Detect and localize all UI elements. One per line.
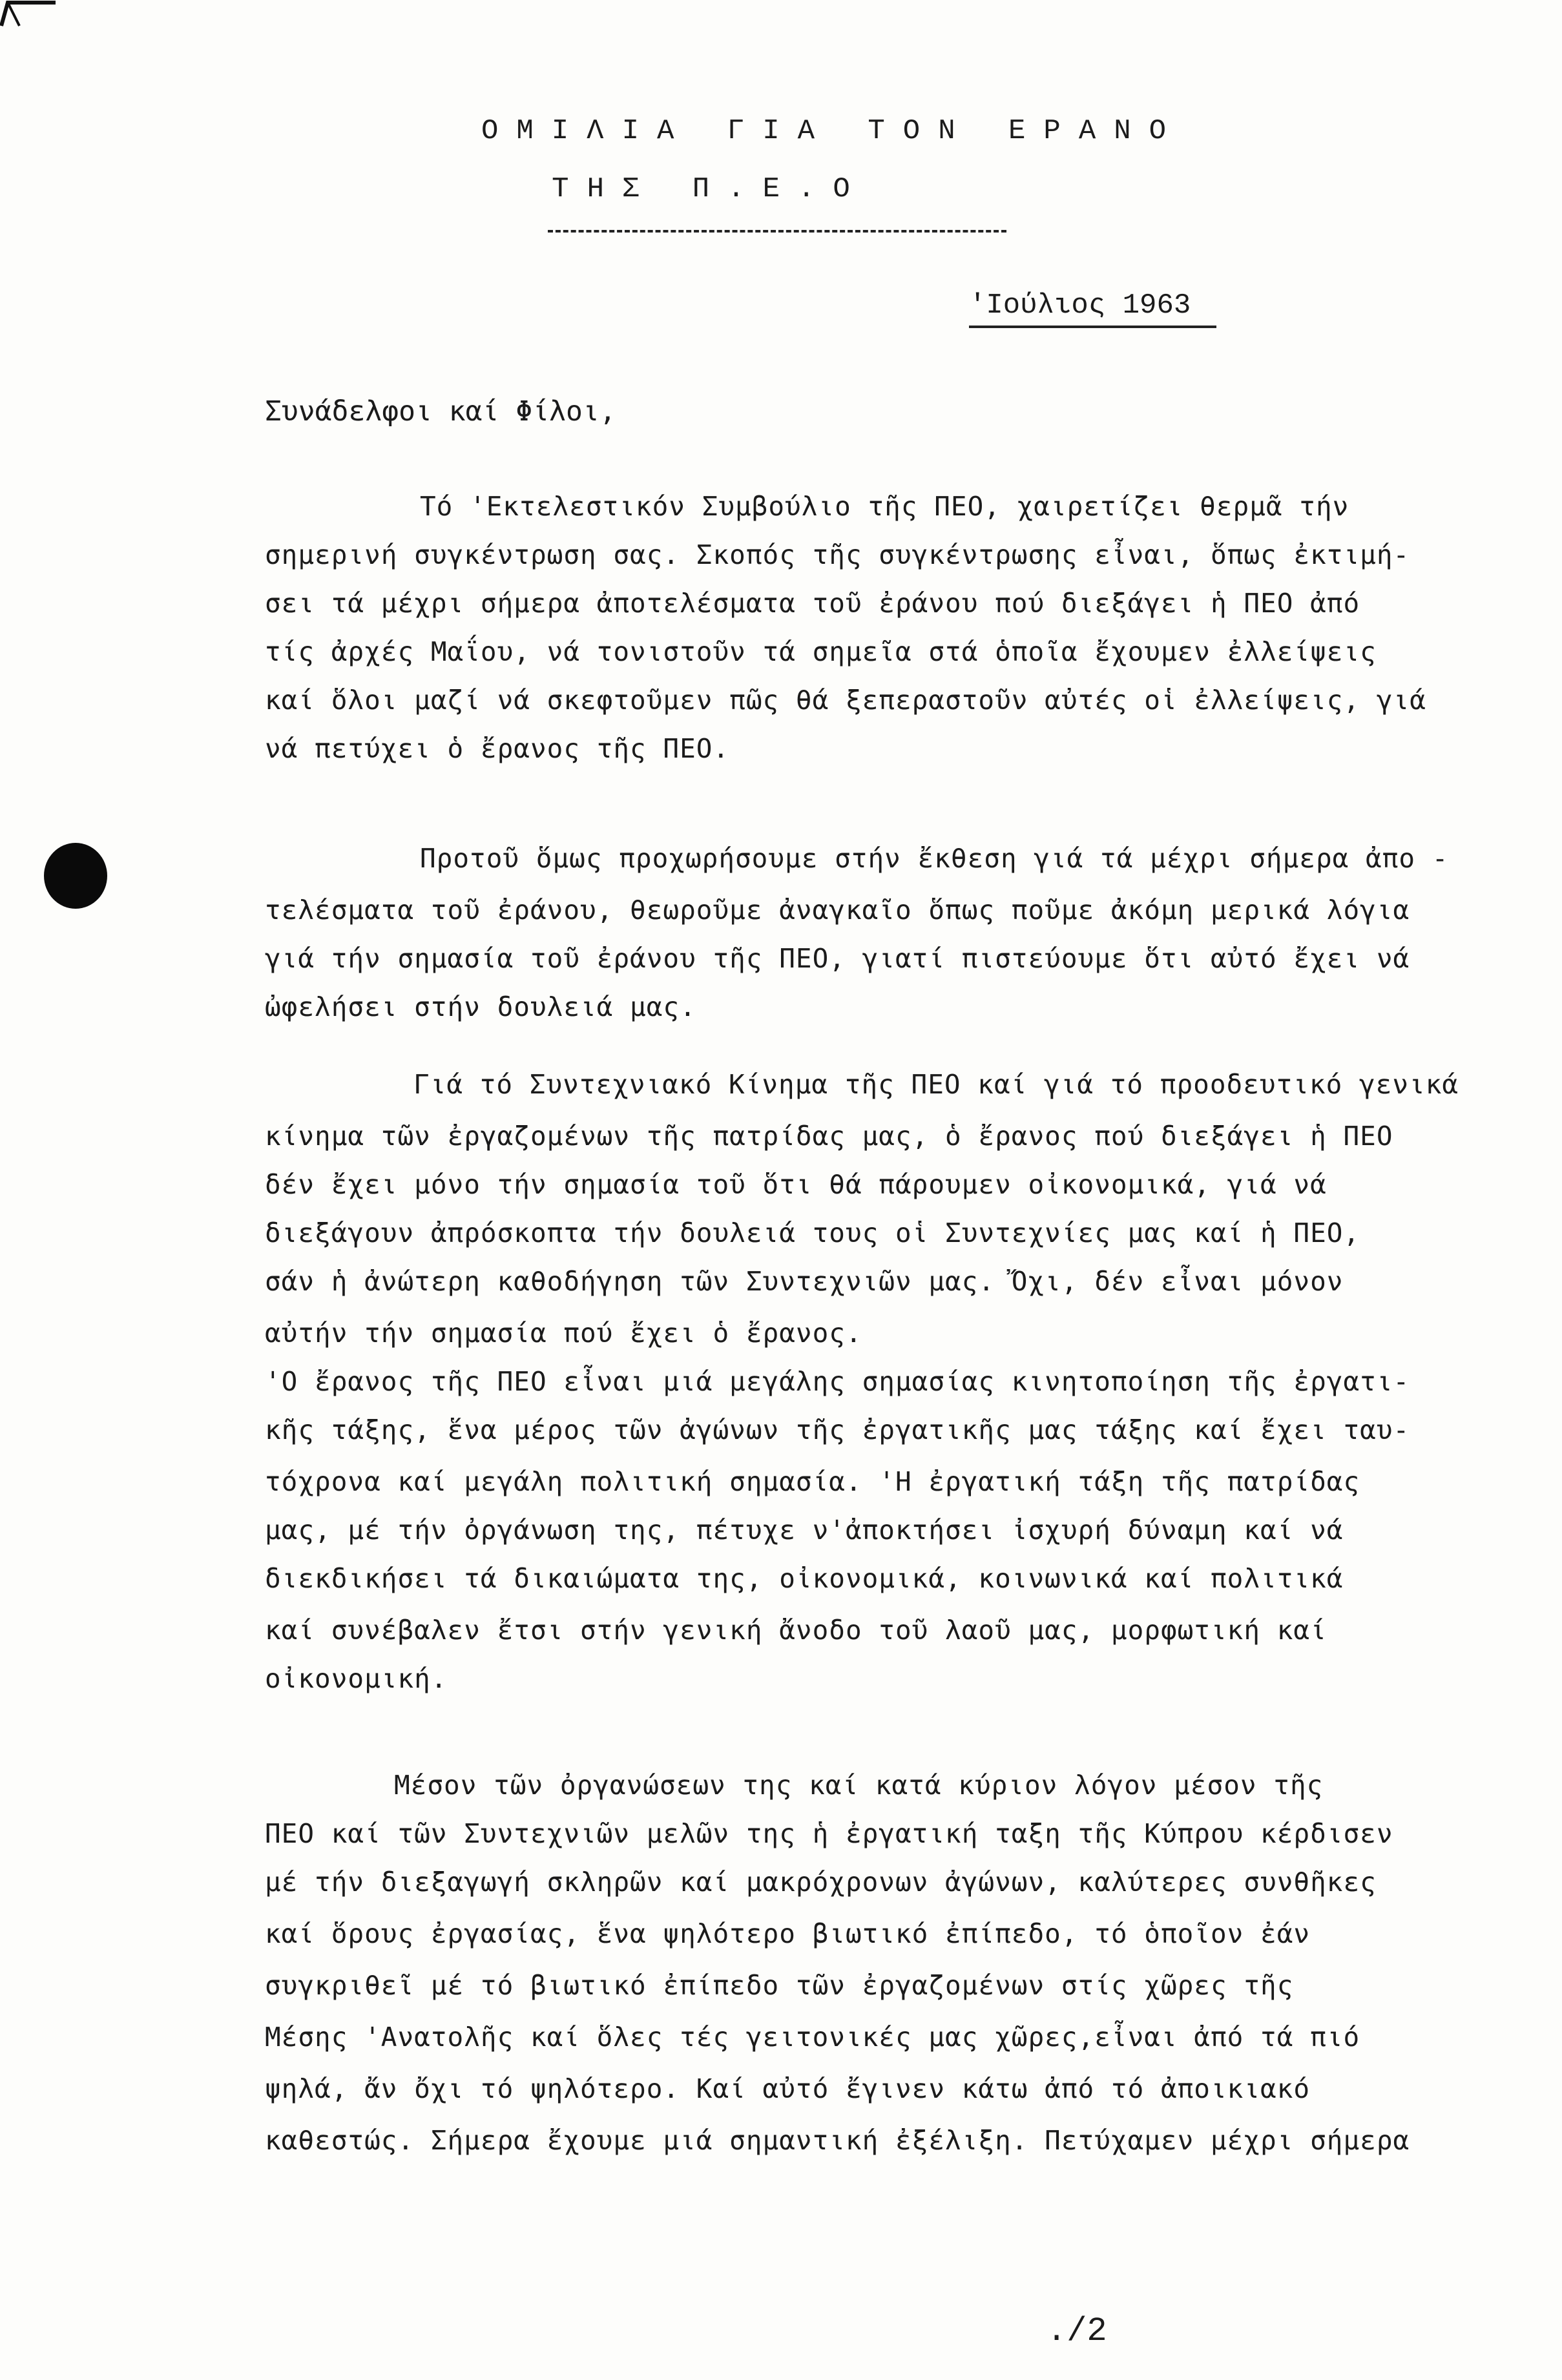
text-line: 'Ο ἔρανος τῆς ΠΕΟ εἶναι μιά μεγάλης σημασίας κινητοποίηση τῆς ἐργατι- xyxy=(265,1366,1410,1397)
text-line: καί συνέβαλεν ἔτσι στήν γενική ἄνοδο τοῦ λαοῦ μας, μορφωτική καί xyxy=(265,1615,1327,1646)
text-line: νά πετύχει ὁ ἔρανος τῆς ΠΕΟ. xyxy=(265,733,730,764)
text-line: τίς ἀρχές Μαΐου, νά τονιστοῦν τά σημεῖα στά ὁποῖα ἔχουμεν ἐλλείψεις xyxy=(265,636,1377,667)
text-line: σάν ἡ ἀνώτερη καθοδήγηση τῶν Συντεχνιῶν μας. Ὄχι, δέν εἶναι μόνον xyxy=(265,1266,1344,1297)
text-line: γιά τήν σημασία τοῦ ἐράνου τῆς ΠΕΟ, γιατί πιστεύουμε ὅτι αὐτό ἔχει νά xyxy=(265,943,1410,974)
document-title: ΟΜΙΛΙΑ ΓΙΑ ΤΟΝ ΕΡΑΝΟ xyxy=(481,115,1185,147)
text-line: ψηλά, ἄν ὄχι τό ψηλότερο. Καί αὐτό ἔγινεν κάτω ἀπό τό ἀποικιακό xyxy=(265,2073,1311,2104)
text-line: καθεστώς. Σήμερα ἔχουμε μιά σημαντική ἐξέλιξη. Πετύχαμεν μέχρι σήμερα xyxy=(265,2125,1410,2156)
document-subtitle: ΤΗΣ Π.Ε.Ο xyxy=(552,173,868,205)
text-line: συγκριθεῖ μέ τό βιωτικό ἐπίπεδο τῶν ἐργαζομένων στίς χῶρες τῆς xyxy=(265,1970,1294,2001)
text-line: σει τά μέχρι σήμερα ἀποτελέσματα τοῦ ἐράνου πού διεξάγει ἡ ΠΕΟ ἀπό xyxy=(265,588,1360,619)
text-line: κίνημα τῶν ἐργαζομένων τῆς πατρίδας μας, ὁ ἔρανος πού διεξάγει ἡ ΠΕΟ xyxy=(265,1121,1393,1152)
text-line: Μέσης 'Ανατολῆς καί ὅλες τές γειτονικές μας χῶρες,εἶναι ἀπό τά πιό xyxy=(265,2022,1360,2053)
text-line: τελέσματα τοῦ ἐράνου, θεωροῦμε ἀναγκαῖο ὅπως ποῦμε ἀκόμη μερικά λόγια xyxy=(265,895,1410,926)
text-line: διεκδικήσει τά δικαιώματα της, οἰκονομικά, κοινωνικά καί πολιτικά xyxy=(265,1563,1344,1594)
text-line: οἰκονομική. xyxy=(265,1663,448,1694)
text-line: τόχρονα καί μεγάλη πολιτική σημασία. 'Η ἐργατική τάξη τῆς πατρίδας xyxy=(265,1466,1360,1497)
text-line: κῆς τάξης, ἕνα μέρος τῶν ἀγώνων τῆς ἐργατικῆς μας τάξης καί ἔχει ταυ- xyxy=(265,1414,1410,1445)
text-line: μέ τήν διεξαγωγή σκληρῶν καί μακρόχρονων ἀγώνων, καλύτερες συνθῆκες xyxy=(265,1867,1377,1898)
greeting: Συνάδελφοι καί Φίλοι, xyxy=(265,395,616,428)
ink-blot xyxy=(44,843,107,909)
text-line: δέν ἔχει μόνο τήν σημασία τοῦ ὅτι θά πάρουμεν οἰκονομικά, γιά νά xyxy=(265,1169,1327,1200)
text-line: μας, μέ τήν ὀργάνωση της, πέτυχε ν'ἀποκτήσει ἰσχυρή δύναμη καί νά xyxy=(265,1515,1344,1546)
text-line: Τό 'Εκτελεστικόν Συμβούλιο τῆς ΠΕΟ, χαιρετίζει θερμᾶ τήν xyxy=(420,491,1349,522)
text-line: Προτοῦ ὅμως προχωρήσουμε στήν ἔκθεση γιά τά μέχρι σήμερα ἀπο - xyxy=(420,843,1449,874)
text-line: σημερινή συγκέντρωση σας. Σκοπός τῆς συγκέντρωσης εἶναι, ὅπως ἐκτιμή- xyxy=(265,539,1410,570)
text-line: Γιά τό Συντεχνιακό Κίνημα τῆς ΠΕΟ καί γιά τό προοδευτικό γενικά xyxy=(413,1069,1459,1100)
title-underline xyxy=(548,230,1006,233)
text-line: καί ὅλοι μαζί νά σκεφτοῦμεν πῶς θά ξεπεραστοῦν αὐτές οἱ ἐλλείψεις, γιά xyxy=(265,685,1426,716)
text-line: διεξάγουν ἀπρόσκοπτα τήν δουλειά τους οἱ Συντεχνίες μας καί ἡ ΠΕΟ, xyxy=(265,1217,1360,1248)
text-line: αὐτήν τήν σημασία πού ἔχει ὁ ἔρανος. xyxy=(265,1318,862,1349)
text-line: καί ὅρους ἐργασίας, ἕνα ψηλότερο βιωτικό ἐπίπεδο, τό ὁποῖον ἐάν xyxy=(265,1918,1311,1949)
text-line: ΠΕΟ καί τῶν Συντεχνιῶν μελῶν της ἡ ἐργατική ταξη τῆς Κύπρου κέρδισεν xyxy=(265,1818,1393,1849)
text-line: Μέσον τῶν ὀργανώσεων της καί κατά κύριον λόγον μέσον τῆς xyxy=(394,1770,1324,1801)
page-number: ./2 xyxy=(1047,2312,1107,2350)
document-date: 'Ιούλιος 1963 xyxy=(969,289,1216,328)
corner-mark xyxy=(0,0,58,28)
text-line: ὠφελήσει στήν δουλειά μας. xyxy=(265,991,696,1022)
